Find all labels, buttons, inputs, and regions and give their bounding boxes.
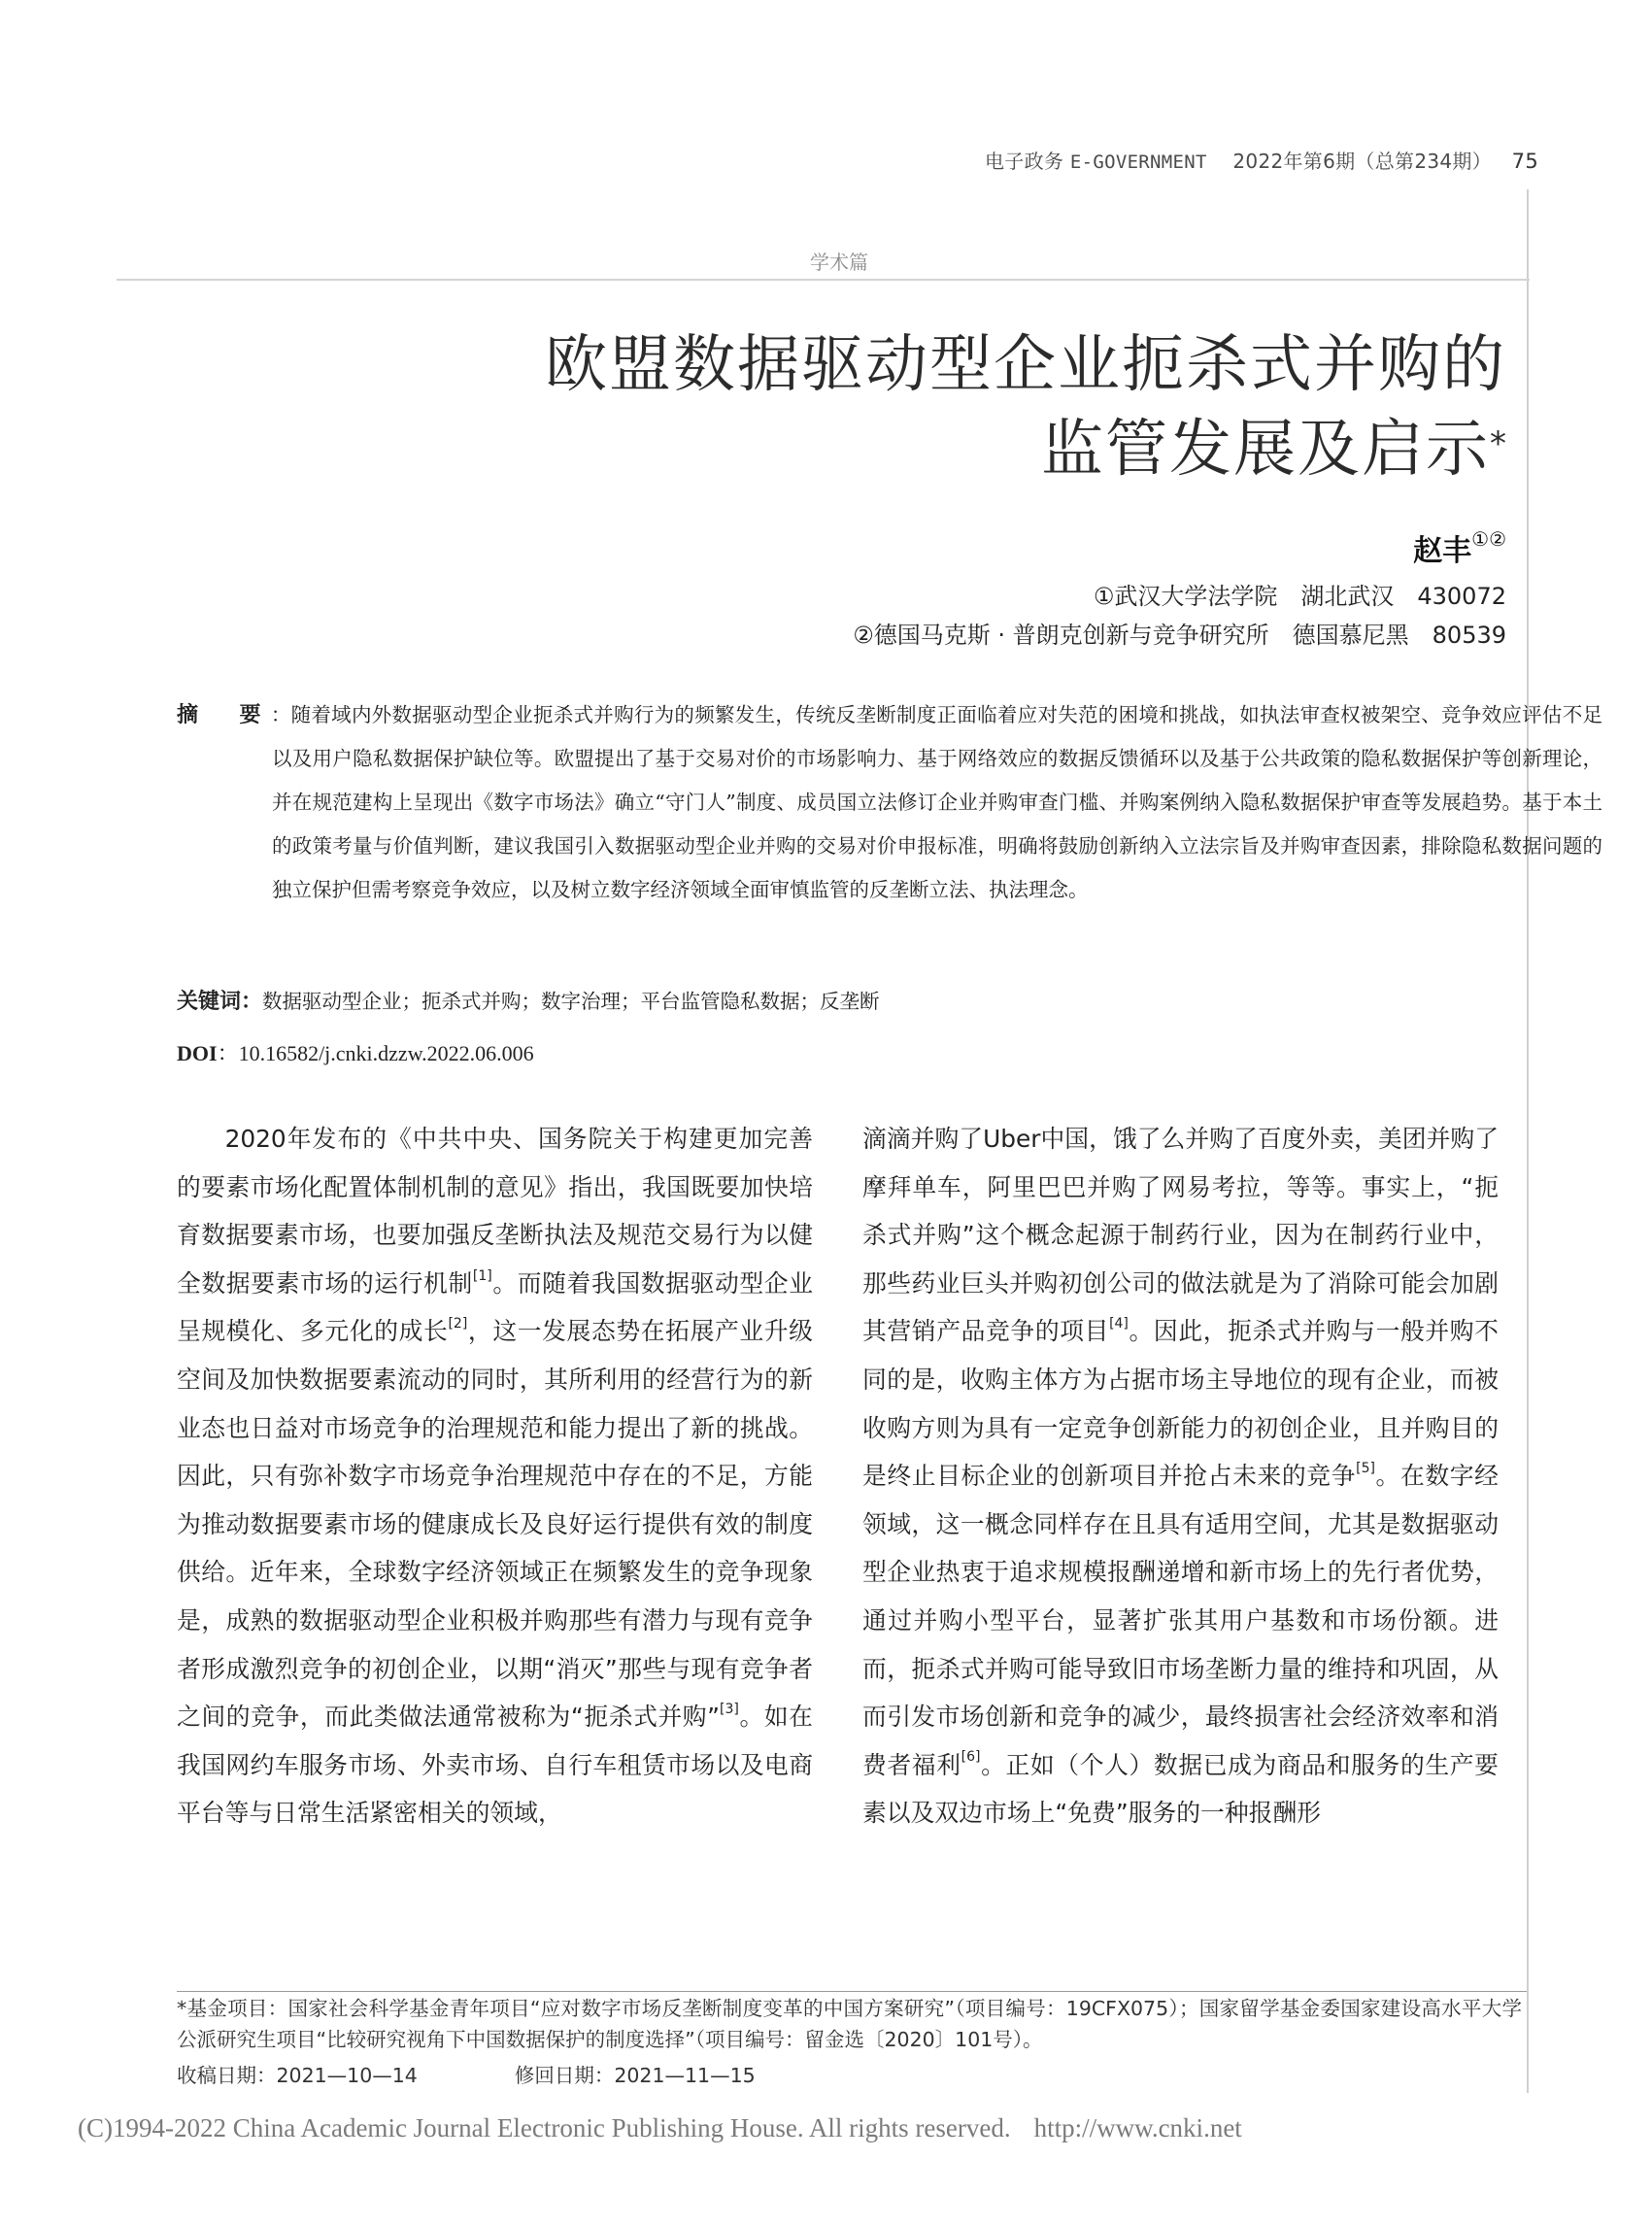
section-divider [117, 279, 1530, 281]
journal-name: 电子政务 [985, 150, 1064, 173]
citation-1[interactable]: [1] [472, 1267, 492, 1284]
title-line-2 [438, 408, 1506, 492]
doi-label: DOI [177, 1041, 218, 1065]
submission-dates [177, 2059, 756, 2088]
received-date: 收稿日期：2021—10—14 [177, 2064, 418, 2087]
citation-4[interactable]: [4] [1109, 1316, 1129, 1332]
author [1413, 526, 1506, 569]
title-line-2-text: 监管发展及启示 [1041, 414, 1490, 486]
body-text: 滴滴并购了Uber中国，饿了么并购了百度外卖，美团并购了摩拜单车，阿里巴巴并购了网易考拉，等等。事实上，“扼杀式并购”这个概念起源于制药行业，因为在制药行业中，那些药业巨头并购初创公司的做法就是为了消除可能会加剧其营销产品竞争的项目 [862, 1125, 1499, 1346]
body-column-left [177, 1115, 813, 1838]
paper-title [438, 323, 1506, 492]
page-number: 75 [1511, 150, 1538, 173]
journal-name-en: E-GOVERNMENT [1069, 152, 1207, 173]
abstract-label: 摘 要 [177, 703, 271, 727]
citation-6[interactable]: [6] [961, 1749, 981, 1766]
body-text: 。正如（个人）数据已成为商品和服务的生产要素以及双边市场上“免费”服务的一种报酬形 [862, 1750, 1499, 1828]
affiliation-1: ①武汉大学法学院 湖北武汉 430072 [1093, 583, 1506, 610]
title-line-1: 欧盟数据驱动型企业扼杀式并购的 [545, 329, 1506, 401]
keywords-text: 数据驱动型企业；扼杀式并购；数字治理；平台监管隐私数据；反垄断 [262, 990, 880, 1013]
footnote-divider [177, 1991, 1527, 1992]
abstract [177, 693, 1602, 912]
abstract-text: ：随着域内外数据驱动型企业扼杀式并购行为的频繁发生，传统反垄断制度正面临着应对失范的困境和挑战，如执法审查权被架空、竞争效应评估不足以及用户隐私数据保护缺位等。欧盟提出了基于交易对价的市场影响力、基于网络效应的数据反馈循环以及基于公共政策的隐私数据保护等创新理论，并在规范建构上呈现出《数字市场法》确立“守门人”制度、成员国立法修订企业并购审查门槛、并购案例纳入隐私数据保护审查等发展趋势。基于本土的政策考量与价值判断，建议我国引入数据驱动型企业并购的交易对价申报标准，明确将鼓励创新纳入立法宗旨及并购审查因素，排除隐私数据问题的独立保护但需考察竞争效应，以及树立数字经济领域全面审慎监管的反垄断立法、执法理念。 [270, 703, 1602, 901]
doi [177, 1037, 534, 1067]
running-header [985, 146, 1538, 174]
author-name: 赵丰 [1413, 534, 1472, 568]
body-text: 。如在我国网约车服务市场、外卖市场、自行车租赁市场以及电商平台等与日常生活紧密相关的领域， [177, 1703, 813, 1828]
body-column-right [862, 1115, 1499, 1838]
body-text: 。而随着我国数据驱动型企业呈规模化、多元化的成长 [177, 1268, 813, 1346]
body-text: ，这一发展态势在拓展产业升级空间及加快数据要素流动的同时，其所利用的经营行为的新业态也日益对市场竞争的治理规范和能力提出了新的挑战。因此，只有弥补数字市场竞争治理规范中存在的不足，方能为推动数据要素市场的健康成长及良好运行提供有效的制度供给。近年来，全球数字经济领域正在频繁发生的竞争现象是，成熟的数据驱动型企业积极并购那些有潜力与现有竞争者形成激烈竞争的初创企业，以期“消灭”那些与现有竞争者之间的竞争，而此类做法通常被称为“扼杀式并购” [177, 1317, 813, 1732]
citation-2[interactable]: [2] [448, 1316, 468, 1332]
copyright-notice [78, 2113, 1242, 2143]
publisher-url[interactable]: http://www.cnki.net [1033, 2113, 1242, 2142]
funding-footnote: *基金项目：国家社会科学基金青年项目“应对数字市场反垄断制度变革的中国方案研究”（项目编号：19CFX075）；国家留学基金委国家建设高水平大学公派研究生项目“比较研究视角下中国数据保护的制度选择”（项目编号：留金选〔2020〕101号）。 [177, 1997, 1522, 2051]
revised-date: 修回日期：2021—11—15 [514, 2064, 756, 2087]
section-label: 学术篇 [810, 251, 868, 274]
issue-info: 2022年第6期（总第234期） [1232, 150, 1492, 173]
author-affiliation-marks: ①② [1471, 527, 1506, 551]
affiliation-2: ②德国马克斯 · 普朗克创新与竞争研究所 德国慕尼黑 80539 [853, 622, 1506, 649]
body-text: 2020年发布的《中共中央、国务院关于构建更加完善的要素市场化配置体制机制的意见》指出，我国既要加快培育数据要素市场，也要加强反垄断执法及规范交易行为以健全数据要素市场的运行机制 [177, 1125, 813, 1298]
keywords-label: 关键词： [177, 990, 263, 1014]
title-footnote-mark: * [1490, 424, 1506, 463]
body-text: 。因此，扼杀式并购与一般并购不同的是，收购主体方为占据市场主导地位的现有企业，而被收购方则为具有一定竞争创新能力的初创企业，且并购目的是终止目标企业的创新项目并抢占未来的竞争 [862, 1317, 1499, 1491]
citation-3[interactable]: [3] [720, 1701, 739, 1717]
body-text: 。在数字经领域，这一概念同样存在且具有适用空间，尤其是数据驱动型企业热衷于追求规模报酬递增和新市场上的先行者优势，通过并购小型平台，显著扩张其用户基数和市场份额。进而，扼杀式并购可能导致旧市场垄断力量的维持和巩固，从而引发市场创新和竞争的减少，最终损害社会经济效率和消费者福利 [862, 1462, 1499, 1779]
copyright-text: (C)1994-2022 China Academic Journal Electronic Publishing House. All rights reserved. [78, 2113, 1011, 2142]
citation-5[interactable]: [5] [1356, 1460, 1375, 1476]
margin-rule [1527, 189, 1529, 2093]
doi-value: ：10.16582/j.cnki.dzzw.2022.06.006 [217, 1041, 534, 1065]
keywords [177, 985, 880, 1015]
